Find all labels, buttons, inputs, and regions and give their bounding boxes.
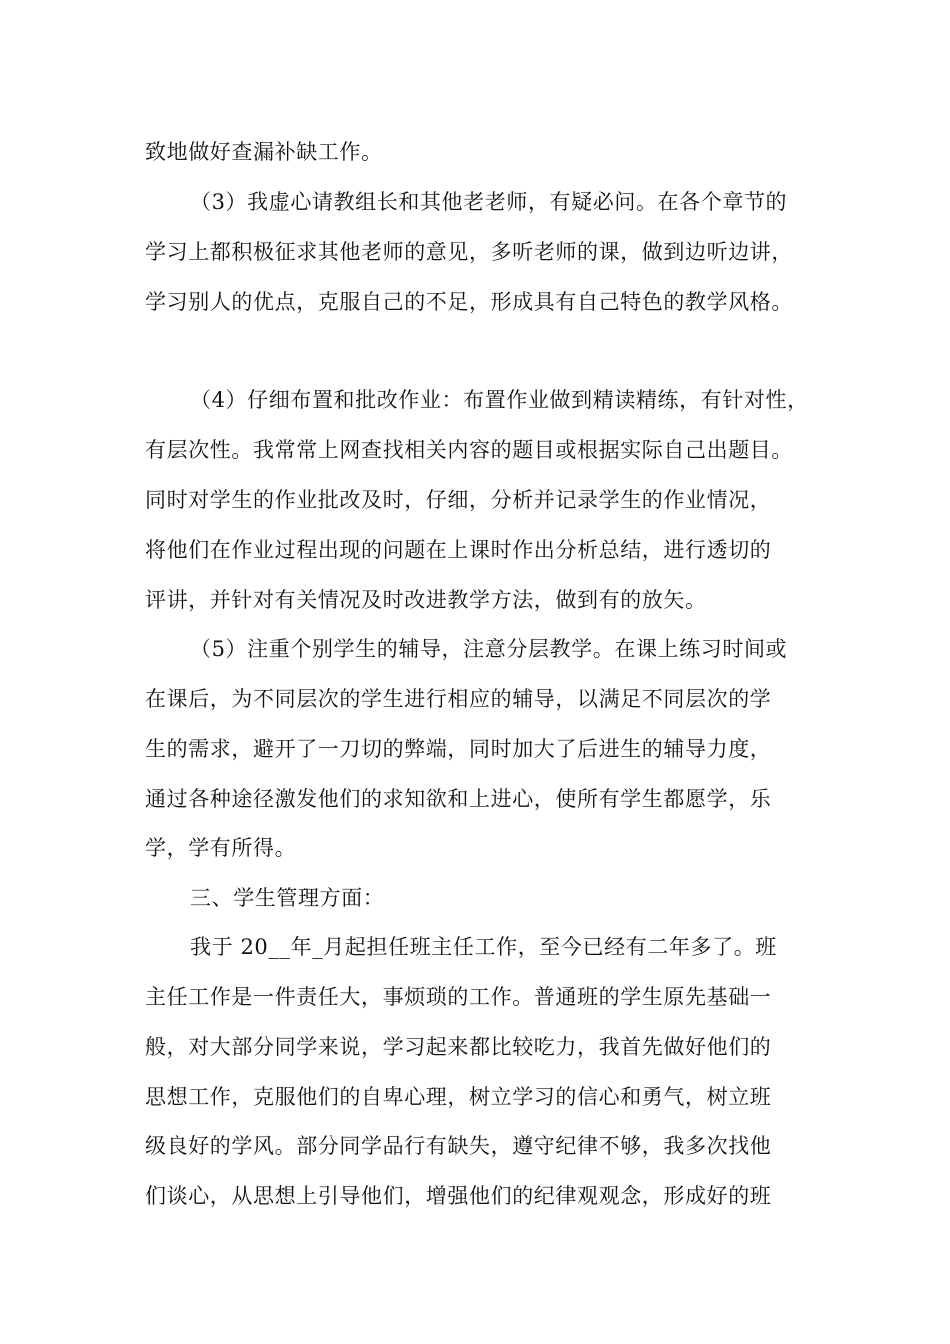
text-line: 学习别人的优点，克服自己的不足，形成具有自己特色的教学风格。 xyxy=(145,290,793,314)
text-line: 们谈心，从思想上引导他们，增强他们的纪律观观念，形成好的班 xyxy=(145,1184,772,1208)
section-heading: 三、学生管理方面： xyxy=(190,886,385,910)
text-line: 主任工作是一件责任大，事烦琐的工作。普通班的学生原先基础一 xyxy=(145,985,772,1009)
text-line: 将他们在作业过程出现的问题在上课时作出分析总结，进行透切的 xyxy=(145,538,772,562)
text-line: 通过各种途径激发他们的求知欲和上进心，使所有学生都愿学，乐 xyxy=(145,787,772,811)
text-line: 级良好的学风。部分同学品行有缺失，遵守纪律不够，我多次找他 xyxy=(145,1134,772,1158)
paragraph-5-first-line: （5）注重个别学生的辅导，注意分层教学。在课上练习时间或 xyxy=(190,637,788,661)
text-line: 生的需求，避开了一刀切的弊端，同时加大了后进生的辅导力度， xyxy=(145,737,772,761)
text-line: 评讲，并针对有关情况及时改进教学方法，做到有的放矢。 xyxy=(145,588,707,612)
text-line: 思想工作，克服他们的自卑心理，树立学习的信心和勇气，树立班 xyxy=(145,1085,772,1109)
paragraph-3-first-line: （3）我虚心请教组长和其他老老师，有疑必问。在各个章节的 xyxy=(190,190,788,214)
paragraph-4-first-line: （4）仔细布置和批改作业：布置作业做到精读精练，有针对性， xyxy=(190,388,809,412)
text-line: 在课后，为不同层次的学生进行相应的辅导，以满足不同层次的学 xyxy=(145,687,772,711)
text-line: 同时对学生的作业批改及时，仔细，分析并记录学生的作业情况， xyxy=(145,488,772,512)
text-line: 般，对大部分同学来说，学习起来都比较吃力，我首先做好他们的 xyxy=(145,1035,772,1059)
paragraph-first-line: 我于 20__年_月起担任班主任工作，至今已经有二年多了。班 xyxy=(190,935,777,959)
text-line: 学，学有所得。 xyxy=(145,836,297,860)
text-line: 学习上都积极征求其他老师的意见，多听老师的课，做到边听边讲， xyxy=(145,240,793,264)
text-line: 有层次性。我常常上网查找相关内容的题目或根据实际自己出题目。 xyxy=(145,438,793,462)
text-line: 致地做好查漏补缺工作。 xyxy=(145,140,383,164)
